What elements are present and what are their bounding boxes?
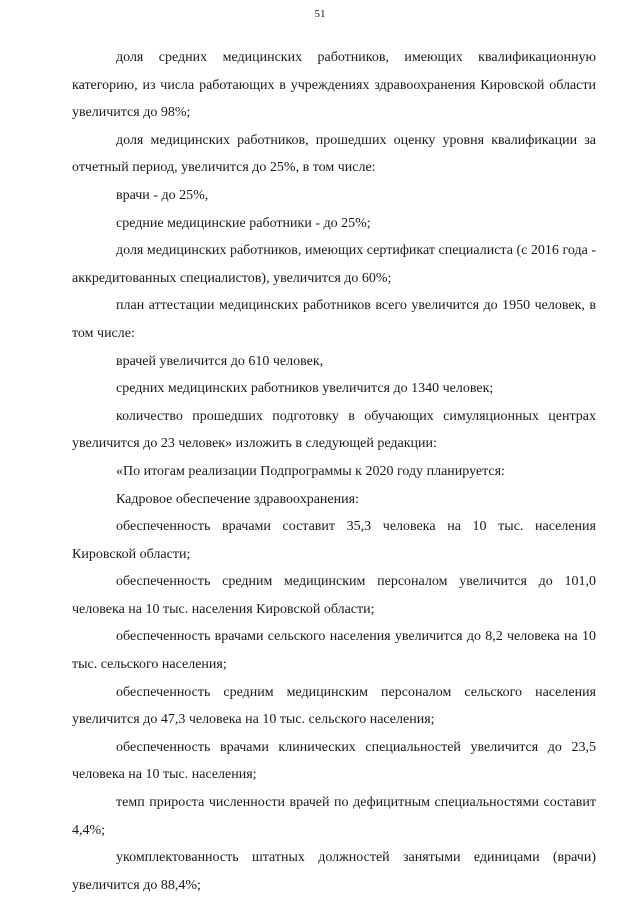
paragraph-13: обеспеченность средним медицинским персоналом увеличится до 101,0 человека на 10 тыс. населения Кировской области; <box>72 574 596 617</box>
paragraph-16: обеспеченность врачами клинических специальностей увеличится до 23,5 человека на 10 тыс. населения; <box>72 739 596 783</box>
paragraph-7: врачей увеличится до 610 человек, <box>116 353 324 369</box>
paragraph-1: доля средних медицинских работников, имеющих квалификационную категорию, из числа работающих в учреждениях здравоохранения Кировской области увеличится до 98%; <box>72 50 596 121</box>
paragraph-3: врачи - до 25%, <box>116 187 209 203</box>
paragraph-18: укомплектованность штатных должностей занятыми единицами (врачи) увеличится до 88,4%; <box>72 850 596 893</box>
page-number: 51 <box>314 8 326 20</box>
paragraph-5: доля медицинских работников, имеющих сертификат специалиста (с 2016 года - аккредитованных специалистов), увеличится до 60%; <box>72 243 596 286</box>
paragraph-10: «По итогам реализации Подпрограммы к 2020 году планируется: <box>116 463 505 479</box>
paragraph-14: обеспеченность врачами сельского населения увеличится до 8,2 человека на 10 тыс. сельского населения; <box>72 629 596 673</box>
paragraph-9: количество прошедших подготовку в обучающих симуляционных центрах увеличится до 23 человек» изложить в следующей редакции: <box>72 408 596 452</box>
document-body <box>72 44 596 899</box>
paragraph-11: Кадровое обеспечение здравоохранения: <box>116 491 359 507</box>
paragraph-2: доля медицинских работников, прошедших оценку уровня квалификации за отчетный период, увеличится до 25%, в том числе: <box>72 132 596 176</box>
paragraph-12: обеспеченность врачами составит 35,3 человека на 10 тыс. населения Кировской области; <box>72 519 596 562</box>
paragraph-8: средних медицинских работников увеличится до 1340 человек; <box>116 381 494 397</box>
paragraph-4: средние медицинские работники - до 25%; <box>116 215 371 231</box>
paragraph-17: темп прироста численности врачей по дефицитным специальностями составит 4,4%; <box>72 795 596 838</box>
paragraph-6: план аттестации медицинских работников всего увеличится до 1950 человек, в том числе: <box>72 298 596 341</box>
paragraph-15: обеспеченность средним медицинским персоналом сельского населения увеличится до 47,3 человека на 10 тыс. сельского населения; <box>72 684 596 728</box>
